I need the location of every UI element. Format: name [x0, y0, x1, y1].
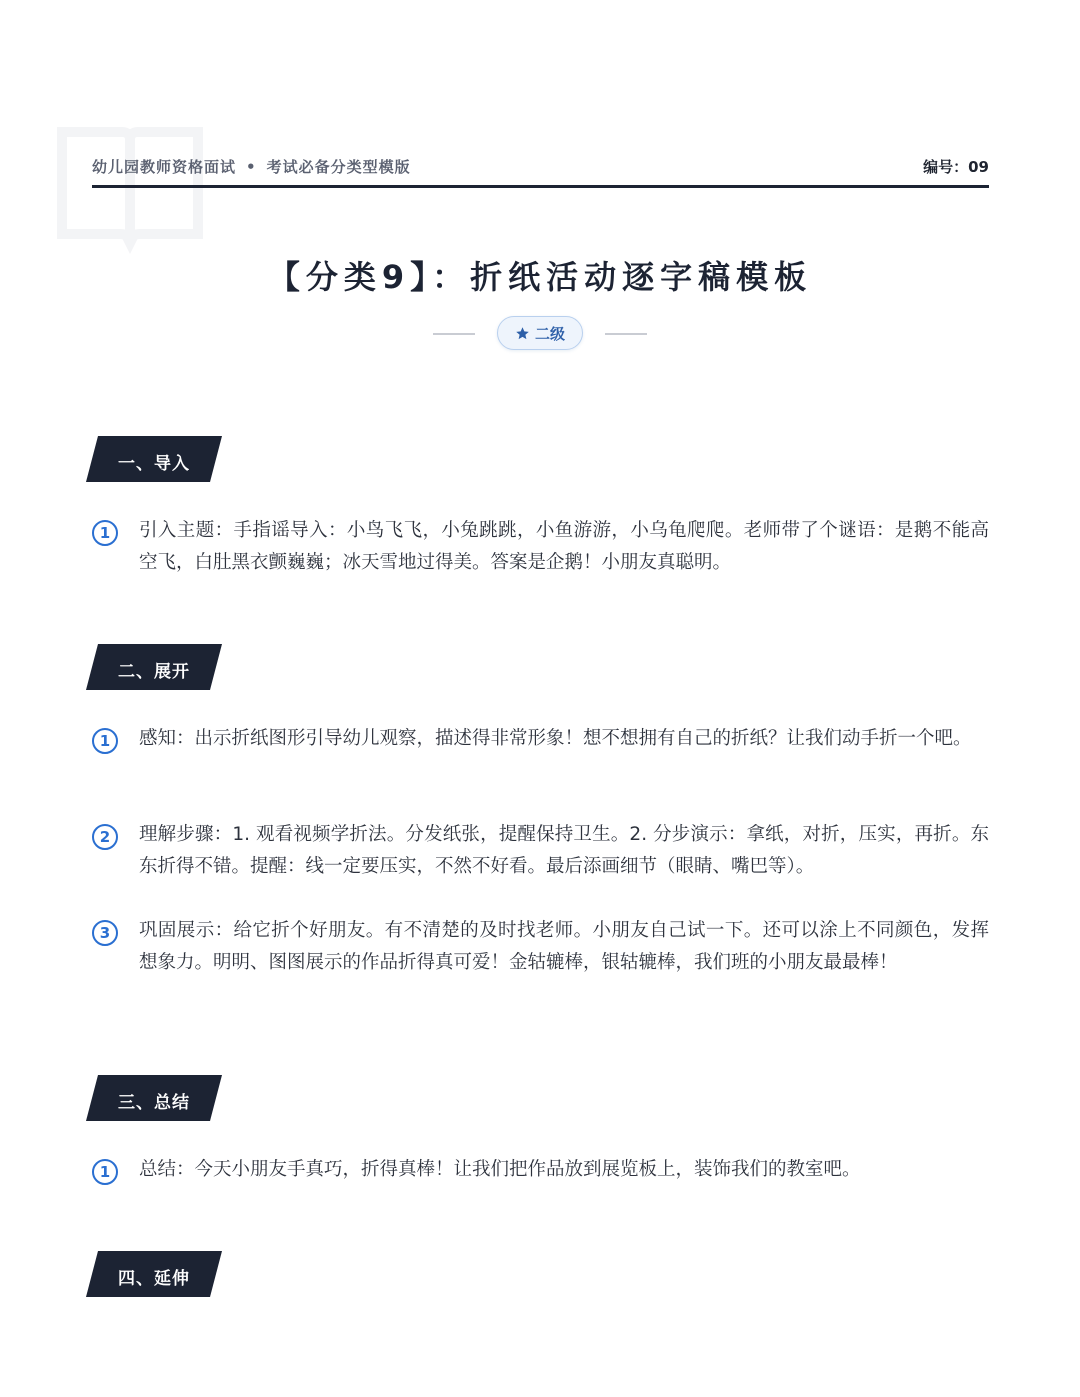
section-label: 二、展开	[118, 662, 190, 682]
level-badge	[497, 316, 583, 350]
header-subtitle: 考试必备分类型模版	[266, 158, 411, 176]
item-text: 感知：出示折纸图形引导幼儿观察，描述得非常形象！想不想拥有自己的折纸？让我们动手折一个吧。	[139, 728, 972, 749]
item-number-badge: 1	[92, 520, 118, 546]
item-text: 巩固展示：给它折个好朋友。有不清楚的及时找老师。小朋友自己试一下。还可以涂上不同颜色，发挥想象力。明明、图图展示的作品折得真可爱！金轱辘棒，银轱辘棒，我们班的小朋友最最棒！	[139, 920, 989, 973]
section-heading-expand	[86, 644, 224, 692]
level-divider-left	[433, 333, 475, 335]
item-number-badge: 1	[92, 1159, 118, 1185]
section-label: 三、总结	[118, 1093, 190, 1113]
level-divider-right	[605, 333, 647, 335]
section-label: 四、延伸	[118, 1269, 190, 1289]
level-indicator	[0, 316, 1080, 352]
section-label: 一、导入	[118, 454, 190, 474]
item-text: 总结：今天小朋友手真巧，折得真棒！让我们把作品放到展览板上，装饰我们的教室吧。	[139, 1159, 861, 1180]
item-number-badge: 2	[92, 824, 118, 850]
section-heading-intro	[86, 436, 224, 484]
book-watermark-icon	[56, 124, 204, 260]
document-header	[92, 154, 989, 190]
level-label: 二级	[534, 324, 565, 343]
section-heading-extension	[86, 1251, 224, 1299]
item-text: 引入主题：手指谣导入：小鸟飞飞，小兔跳跳，小鱼游游，小乌龟爬爬。老师带了个谜语：是鹅不能高空飞，白肚黑衣颤巍巍；冰天雪地过得美。答案是企鹅！小朋友真聪明。	[139, 520, 989, 573]
item-text: 理解步骤：1. 观看视频学折法。分发纸张，提醒保持卫生。2. 分步演示：拿纸，对折，压实，再折。东东折得不错。提醒：线一定要压实，不然不好看。最后添画细节（眼睛、嘴巴等）。	[139, 824, 989, 877]
item-number-badge: 3	[92, 920, 118, 946]
star-icon	[515, 326, 530, 341]
header-rule	[92, 185, 989, 188]
item-number-badge: 1	[92, 728, 118, 754]
section-heading-summary	[86, 1075, 224, 1123]
header-separator: •	[246, 158, 257, 176]
header-title: 幼儿园教师资格面试	[92, 158, 237, 176]
header-left	[92, 156, 411, 177]
page-title: 【分类9】：折纸活动逐字稿模板	[267, 258, 813, 296]
document-number: 编号：09	[923, 158, 989, 176]
